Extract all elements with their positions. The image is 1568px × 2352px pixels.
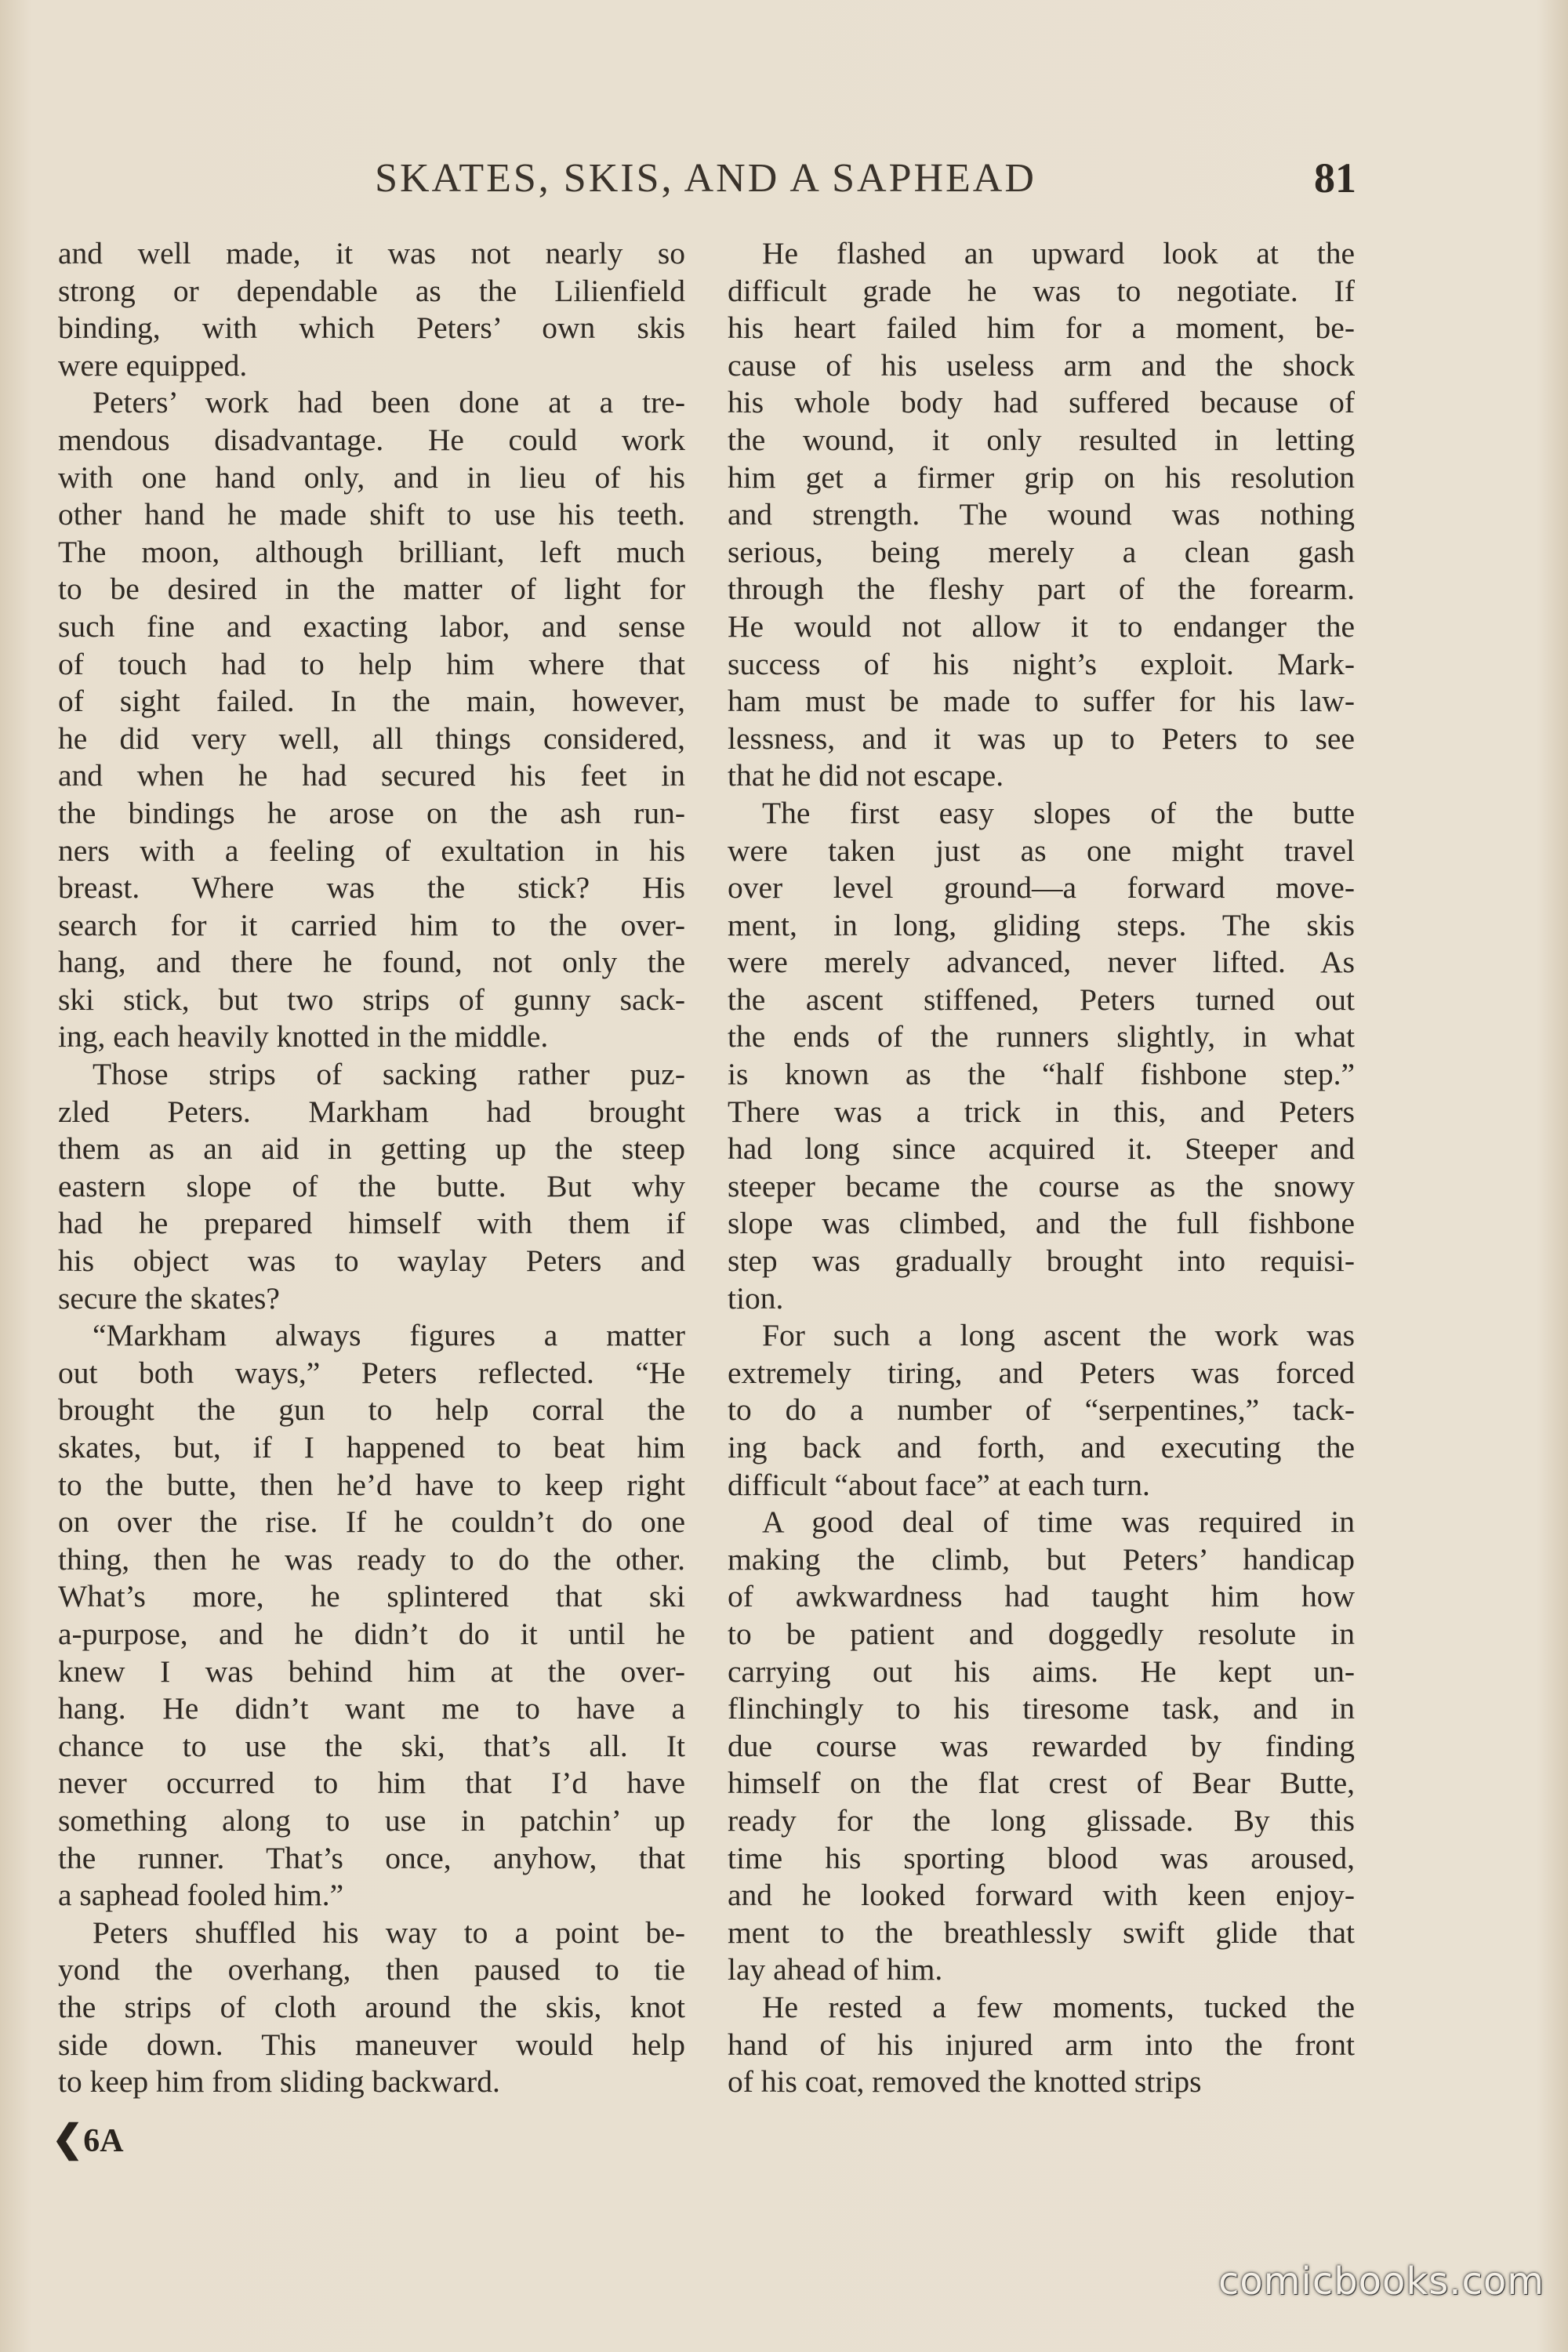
text-line: to the butte, then he’d have to keep right — [58, 1467, 685, 1502]
text-line: cause of his useless arm and the shock — [728, 347, 1355, 383]
text-line: Peters’ work had been done at a tre- — [93, 385, 685, 420]
right-text-column — [728, 235, 1355, 2101]
text-line: were merely advanced, never lifted. As — [728, 945, 1355, 980]
text-line: brought the gun to help corral the — [58, 1392, 685, 1428]
text-line: that he did not escape. — [728, 758, 1004, 793]
text-line: out both ways,” Peters reflected. “He — [58, 1355, 685, 1390]
text-line: secure the skates? — [58, 1280, 280, 1316]
text-line: to be patient and doggedly resolute in — [728, 1616, 1355, 1651]
text-line: success of his night’s exploit. Mark- — [728, 646, 1355, 681]
text-line: flinchingly to his tiresome task, and in — [728, 1691, 1355, 1726]
text-line: is known as the “half fishbone step.” — [728, 1057, 1355, 1092]
text-line: lay ahead of him. — [728, 1952, 943, 1987]
text-line: himself on the flat crest of Bear Butte, — [728, 1766, 1355, 1801]
text-line: other hand he made shift to use his teeth. — [58, 497, 685, 532]
text-line: he did very well, all things considered, — [58, 720, 685, 756]
running-head: SKATES, SKIS, AND A SAPHEAD — [375, 156, 1036, 201]
text-line: with one hand only, and in lieu of his — [58, 459, 685, 495]
text-line: Those strips of sacking rather puz- — [93, 1057, 685, 1092]
printer-signature — [52, 2117, 124, 2161]
text-line: time his sporting blood was aroused, — [728, 1840, 1355, 1875]
text-line: strong or dependable as the Lilienfield — [58, 273, 685, 308]
text-line: to do a number of “serpentines,” tack- — [728, 1392, 1355, 1428]
text-line: had long since acquired it. Steeper and — [728, 1131, 1355, 1167]
text-line: difficult grade he was to negotiate. If — [728, 273, 1355, 308]
text-line: making the climb, but Peters’ handicap — [728, 1541, 1355, 1577]
signature-label: 6A — [83, 2123, 124, 2159]
text-line: of his coat, removed the knotted strips — [728, 2064, 1202, 2100]
text-line: thing, then he was ready to do the other. — [58, 1541, 685, 1577]
text-line: his object was to waylay Peters and — [58, 1243, 685, 1279]
text-line: binding, with which Peters’ own skis — [58, 310, 685, 346]
text-line: hang. He didn’t want me to have a — [58, 1691, 685, 1726]
text-line: his whole body had suffered because of — [728, 385, 1355, 420]
text-line: his heart failed him for a moment, be- — [728, 310, 1355, 346]
text-line: ing, each heavily knotted in the middle. — [58, 1019, 549, 1054]
text-line: carrying out his aims. He kept un- — [728, 1653, 1355, 1689]
text-line: of touch had to help him where that — [58, 646, 685, 681]
text-line: The first easy slopes of the butte — [762, 795, 1355, 830]
text-line: and he looked forward with keen enjoy- — [728, 1878, 1355, 1913]
text-line: ment to the breathlessly swift glide that — [728, 1915, 1355, 1950]
text-line: a saphead fooled him.” — [58, 1878, 344, 1913]
text-line: the strips of cloth around the skis, knot — [58, 1989, 685, 2024]
text-line: lessness, and it was up to Peters to see — [728, 720, 1355, 756]
text-line: eastern slope of the butte. But why — [58, 1168, 685, 1203]
text-line: side down. This maneuver would help — [58, 2027, 685, 2062]
text-line: of sight failed. In the main, however, — [58, 684, 685, 719]
text-line: For such a long ascent the work was — [762, 1318, 1355, 1353]
text-line: a-purpose, and he didn’t do it until he — [58, 1616, 685, 1651]
text-line: He would not allow it to endanger the — [728, 608, 1355, 644]
text-line: never occurred to him that I’d have — [58, 1766, 685, 1801]
text-line: skates, but, if I happened to beat him — [58, 1430, 685, 1465]
text-line: hang, and there he found, not only the — [58, 945, 685, 980]
text-line: The moon, although brilliant, left much — [58, 534, 685, 569]
text-line: were taken just as one might travel — [728, 833, 1355, 868]
text-line: There was a trick in this, and Peters — [728, 1094, 1355, 1129]
text-line: him get a firmer grip on his resolution — [728, 459, 1355, 495]
text-line: ment, in long, gliding steps. The skis — [728, 907, 1355, 942]
text-line: He rested a few moments, tucked the — [762, 1989, 1355, 2024]
text-line: the runner. That’s once, anyhow, that — [58, 1840, 685, 1875]
text-line: serious, being merely a clean gash — [728, 534, 1355, 569]
text-line: search for it carried him to the over- — [58, 907, 685, 942]
watermark: comicbooks.com — [1218, 2259, 1544, 2303]
text-line: difficult “about face” at each turn. — [728, 1467, 1150, 1502]
text-line: of awkwardness had taught him how — [728, 1579, 1355, 1614]
text-line: to keep him from sliding backward. — [58, 2064, 500, 2100]
text-line: and when he had secured his feet in — [58, 758, 685, 793]
text-line: such fine and exacting labor, and sense — [58, 608, 685, 644]
text-line: over level ground—a forward move- — [728, 870, 1355, 906]
text-line: He flashed an upward look at the — [762, 236, 1355, 270]
text-line: them as an aid in getting up the steep — [58, 1131, 685, 1167]
text-line: step was gradually brought into requisi- — [728, 1243, 1355, 1279]
text-line: were equipped. — [58, 347, 248, 383]
text-line: ham must be made to suffer for his law- — [728, 684, 1355, 719]
text-line: ing back and forth, and executing the — [728, 1430, 1355, 1465]
text-line: due course was rewarded by finding — [728, 1728, 1355, 1763]
text-line: mendous disadvantage. He could work — [58, 422, 685, 457]
text-line: and strength. The wound was nothing — [728, 497, 1355, 532]
text-line: the bindings he arose on the ash run- — [58, 795, 685, 830]
text-line: through the fleshy part of the forearm. — [728, 572, 1355, 607]
text-line: the ends of the runners slightly, in what — [728, 1019, 1355, 1054]
text-line: and well made, it was not nearly so — [58, 236, 685, 270]
text-line: Peters shuffled his way to a point be- — [93, 1915, 685, 1950]
text-line: slope was climbed, and the full fishbone — [728, 1206, 1355, 1241]
text-line: had he prepared himself with them if — [58, 1206, 685, 1241]
text-line: tion. — [728, 1280, 784, 1316]
text-line: on over the rise. If he couldn’t do one — [58, 1504, 685, 1540]
text-line: ners with a feeling of exultation in his — [58, 833, 685, 868]
text-line: the ascent stiffened, Peters turned out — [728, 982, 1355, 1017]
text-line: zled Peters. Markham had brought — [58, 1094, 685, 1129]
text-line: A good deal of time was required in — [762, 1504, 1355, 1540]
text-line: hand of his injured arm into the front — [728, 2027, 1355, 2062]
signature-arrow-icon: ❮ — [52, 2118, 84, 2160]
text-line: to be desired in the matter of light for — [58, 572, 685, 607]
text-line: knew I was behind him at the over- — [58, 1653, 685, 1689]
text-line: “Markham always figures a matter — [93, 1318, 685, 1353]
page-number: 81 — [1314, 154, 1356, 201]
text-line: ski stick, but two strips of gunny sack- — [58, 982, 685, 1017]
text-line: the wound, it only resulted in letting — [728, 422, 1355, 457]
text-line: What’s more, he splintered that ski — [58, 1579, 685, 1614]
text-line: ready for the long glissade. By this — [728, 1802, 1355, 1838]
text-line: steeper became the course as the snowy — [728, 1168, 1355, 1203]
text-line: breast. Where was the stick? His — [58, 870, 685, 906]
text-line: chance to use the ski, that’s all. It — [58, 1728, 685, 1763]
text-line: something along to use in patchin’ up — [58, 1802, 685, 1838]
left-text-column — [58, 235, 685, 2101]
text-line: extremely tiring, and Peters was forced — [728, 1355, 1355, 1390]
text-line: yond the overhang, then paused to tie — [58, 1952, 685, 1987]
